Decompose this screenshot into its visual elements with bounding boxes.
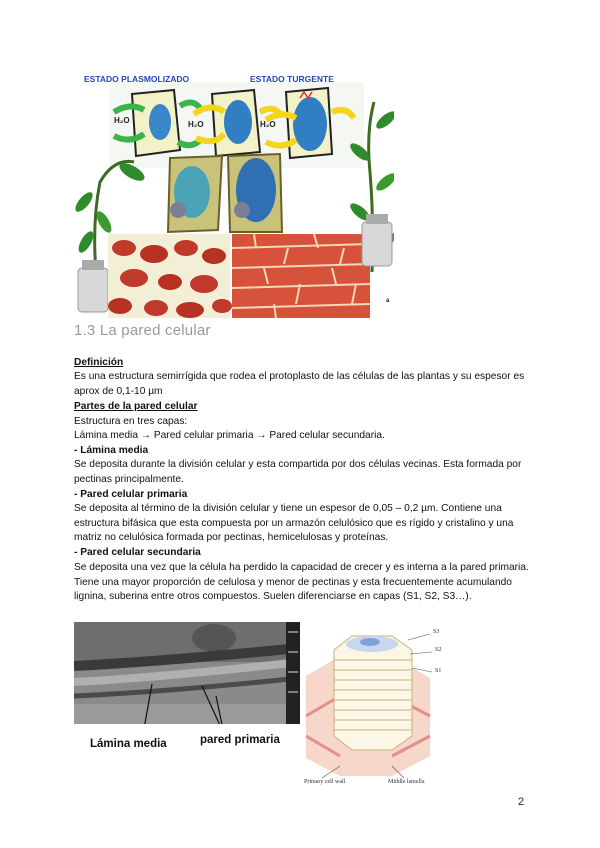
parts-intro: Estructura en tres capas:	[74, 416, 188, 427]
pared-secundaria-text: Se deposita una vez que la célula ha perdido la capacidad de crecer y es interna a la pared primaria. Tiene una mayor proporción de celulosa y menor de pectinas y esta frecuentemente acumulando lignina, suberina entre otros compuestos. Suelen diferenciarse en capas (S1, S2, S3…).	[74, 562, 529, 603]
parts-sequence: Lámina media → Pared celular primaria → Pared celular secundaria.	[74, 430, 385, 441]
definition-title-line	[74, 356, 534, 371]
corner-mark: a	[386, 298, 390, 304]
h2o-label-1: H₂O	[114, 116, 130, 125]
label-lamina-media: Lámina media	[90, 738, 167, 750]
red-cells-micrograph	[108, 234, 232, 318]
lamina-media-title: - Lámina media	[74, 445, 149, 456]
turgid-tissue-micrograph	[232, 234, 370, 318]
label-s2: S2	[435, 647, 442, 653]
section-heading: 1.3 La pared celular	[74, 322, 211, 339]
plasmolysis-figure	[74, 72, 394, 318]
label-middle-lamella: Middle lamella	[388, 779, 425, 785]
lamina-media-text: Se deposita durante la división celular y esta compartida por dos células vecinas. Esta formada por pectinas principalmente.	[74, 459, 522, 485]
pared-primaria-text: Se deposita al término de la división celular y tiene un espesor de 0,05 – 0,2 µm. Contiene una estructura bifásica que esta compuesta por un armazón celulósico que es rígido y cristalino y una matriz no celulósica formada por pectinas, hemicelulosas y proteínas.	[74, 503, 514, 544]
h2o-label-2: H₂O	[188, 120, 204, 129]
label-s3: S3	[433, 629, 440, 635]
definition-text: Es una estructura semirrígida que rodea el protoplasto de las células de las plantas y su espesor es aprox de 0,1-10 µm	[74, 371, 525, 397]
tem-micrograph-figure	[74, 622, 300, 757]
cell-wall-diagram-figure	[300, 626, 460, 796]
page-number: 2	[518, 796, 525, 808]
parts-title-line	[74, 400, 534, 415]
label-primary-cell-wall: Primary cell wall	[304, 779, 346, 785]
plasmolysis-illustration	[74, 72, 394, 318]
parts-title: Partes de la pared celular	[74, 401, 198, 412]
label-s1: S1	[435, 668, 442, 674]
definition-title: Definición	[74, 357, 124, 368]
pared-secundaria-title: - Pared celular secundaria	[74, 547, 201, 558]
label-turgid: ESTADO TURGENTE	[250, 74, 334, 84]
label-plasmolyzed: ESTADO PLASMOLIZADO	[84, 74, 190, 84]
label-pared-primaria: pared primaria	[200, 734, 280, 746]
pared-primaria-title: - Pared celular primaria	[74, 489, 188, 500]
h2o-label-3: H₂O	[260, 120, 276, 129]
